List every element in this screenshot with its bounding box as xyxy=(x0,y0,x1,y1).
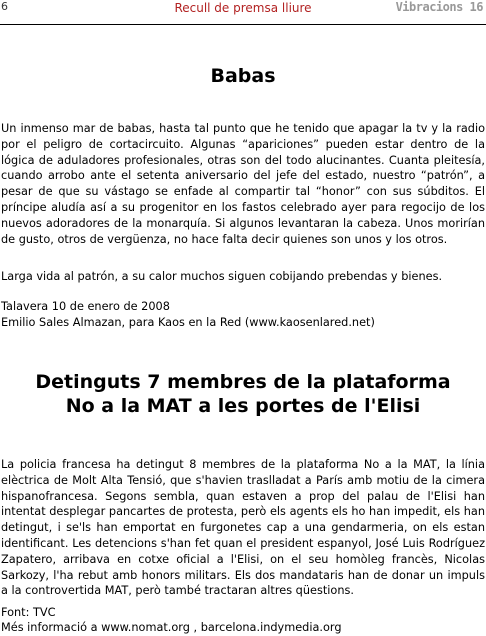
article-source: Font: TVC xyxy=(1,606,56,619)
article-body: Un inmenso mar de babas, hasta tal punto que he tenido que apagar la tv y la radio por el peligro de cortacircuito. Algunas “apariciones” pueden estar dentro de la lógica de aduladores profesionales, otras son del todo alucinantes. Cuanta pleitesía, cuando arrobo ante el setenta aniversario del jefe del estado, nuestro “patrón”, a pesar de que su vástago se enfade al compartir tal “honor” con sus súbditos. El príncipe aludía así a su progenitor en los fastos celebrado ayer para regocijo de los nuevos adoradores de la monarquía. Si algunos levantaran la cabeza. Unos morirían de gusto, otros de vergüenza, no hace falta decir quienes son unos y los otros. xyxy=(1,122,485,246)
article-closing: Larga vida al patrón, a su calor muchos siguen cobijando prebendas y bienes. xyxy=(1,270,443,283)
running-title: Recull de premsa lliure xyxy=(174,1,312,15)
magazine-brand: Vibracions 16 xyxy=(395,0,483,14)
header-rule xyxy=(0,24,486,25)
article-title-line2: No a la MAT a les portes de l'Elisi xyxy=(65,395,421,417)
article-title: Babas xyxy=(210,65,276,87)
article-title-line1: Detinguts 7 membres de la plataforma xyxy=(35,371,451,393)
article-body: La policia francesa ha detingut 8 membres de la plataforma No a la MAT, la línia elèctrica de Molt Alta Tensió, que s'havien traslladat a París amb motiu de la cimera hispanofrancesa. Segons sembla, quan estaven a prop del palau de l'Elisi han intentat desplegar pancartes de protesta, però els agents els ho han impedit, els han detingut, i se'ls han emportat en furgonetes cap a una gendarmeria, on els estan identificant. Les detencions s'han fet quan el president espanyol, José Luis Rodríguez Zapatero, arribava en cotxe oficial a l'Elisi, on el seu homòleg francès, Nicolas Sarkozy, l'ha rebut amb honors militars. Els dos mandataris han de donar un impuls a la controvertida MAT, però també tractaran altres qüestions. xyxy=(1,458,485,598)
article-author: Emilio Sales Almazan, para Kaos en la Red (www.kaosenlared.net) xyxy=(1,316,375,329)
page-header xyxy=(0,0,486,24)
article-more-info: Més informació a www.nomat.org , barcelona.indymedia.org xyxy=(1,621,342,634)
page-number: 6 xyxy=(1,0,8,13)
article-date: Talavera 10 de enero de 2008 xyxy=(1,300,170,313)
